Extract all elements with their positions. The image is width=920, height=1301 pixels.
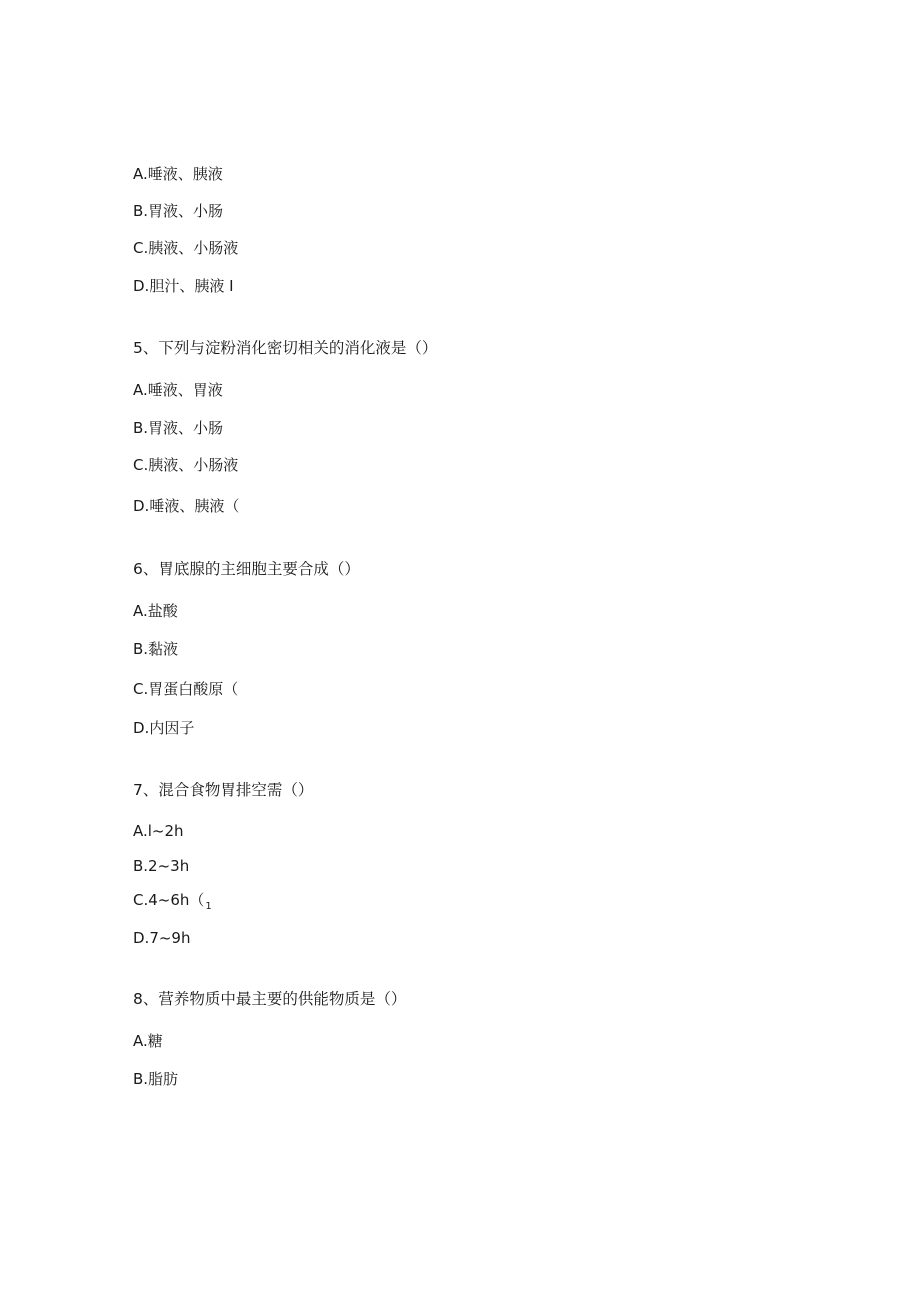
option-c: C.胃蛋白酸原（ <box>133 680 239 698</box>
option-a: A.糖 <box>133 1032 163 1050</box>
option-c-text: C.4~6h（ <box>133 891 205 909</box>
question-5: 5、下列与淀粉消化密切相关的消化液是（） <box>133 339 438 357</box>
option-a: A.唾液、胰液 <box>133 165 223 183</box>
question-8: 8、营养物质中最主要的供能物质是（） <box>133 990 407 1008</box>
option-b: B.黏液 <box>133 640 179 658</box>
option-b: B.2~3h <box>133 857 190 875</box>
scan-mark: 1 <box>205 901 212 912</box>
option-a: A.唾液、胃液 <box>133 381 223 399</box>
option-b: B.胃液、小肠 <box>133 419 224 437</box>
option-a: A.l~2h <box>133 822 184 840</box>
option-b: B.胃液、小肠 <box>133 202 224 220</box>
option-d: D.7~9h <box>133 929 191 947</box>
option-b: B.脂肪 <box>133 1070 179 1088</box>
option-d: D.胆汁、胰液 I <box>133 277 234 295</box>
question-6: 6、胃底腺的主细胞主要合成（） <box>133 560 360 578</box>
option-a: A.盐酸 <box>133 602 178 620</box>
option-d: D.唾液、胰液（ <box>133 497 240 515</box>
option-c <box>133 890 212 917</box>
option-d: D.内因子 <box>133 719 195 737</box>
option-c: C.胰液、小肠液 <box>133 239 239 257</box>
question-7: 7、混合食物胃排空需（） <box>133 781 314 799</box>
option-c: C.胰液、小肠液 <box>133 456 239 474</box>
